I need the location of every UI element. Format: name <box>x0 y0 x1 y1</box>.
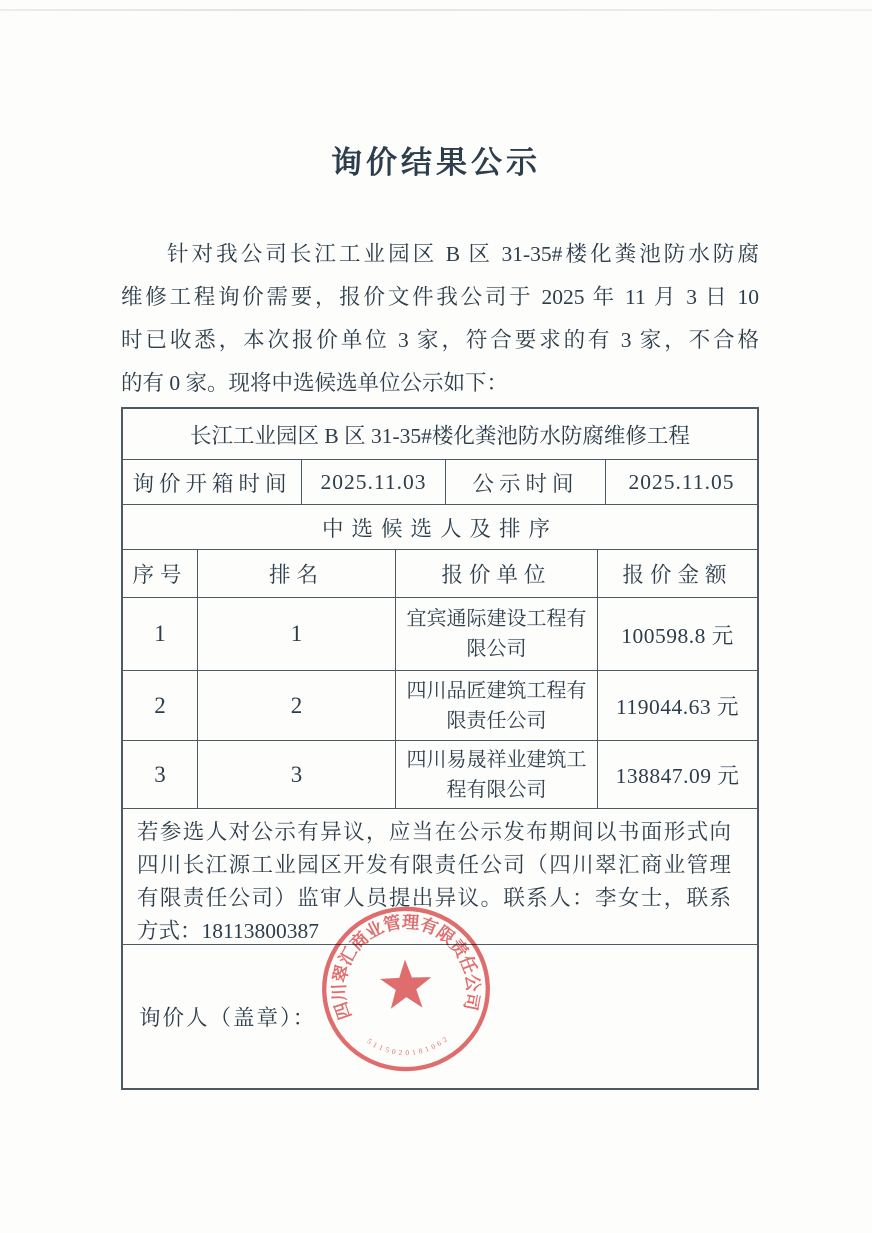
stamp-company-text: 四川翠汇商业管理有限责任公司 <box>328 911 484 1023</box>
row-rank: 2 <box>198 671 396 740</box>
intro-paragraph <box>121 233 759 405</box>
row-no: 3 <box>123 741 198 808</box>
column-header-amount: 报价金额 <box>622 563 733 587</box>
table-row-section <box>123 505 757 550</box>
open-time-label: 询价开箱时间 <box>123 460 302 504</box>
stamp-serial-text: 5115020181062 <box>365 1034 449 1058</box>
table-row-project <box>123 409 757 460</box>
open-time-value: 2025.11.03 <box>302 460 446 504</box>
column-header-company: 报价单位 <box>396 550 598 597</box>
row-company: 宜宾通际建设工程有限公司 <box>396 598 598 670</box>
row-rank: 1 <box>198 598 396 670</box>
signer-label: 询价人（盖章）： <box>139 1006 317 1030</box>
publish-time-label: 公示时间 <box>446 460 606 504</box>
intro-line: 的有 0 家。现将中选候选单位公示如下： <box>121 371 509 395</box>
project-title-cell: 长江工业园区 B 区 31-35#楼化粪池防水防腐维修工程 <box>190 423 690 448</box>
objection-note-line: 若参选人对公示有异议，应当在公示发布期间以书面形式向 <box>137 820 731 844</box>
column-header-rank: 排名 <box>198 550 396 597</box>
objection-note-line: 方式：18113800387 <box>137 919 319 943</box>
row-company: 四川品匠建筑工程有限责任公司 <box>396 671 598 740</box>
row-amount: 138847.09 元 <box>615 764 740 788</box>
intro-line: 针对我公司长江工业园区 B 区 31-35#楼化粪池防水防腐 <box>167 242 759 266</box>
result-table <box>121 407 759 1090</box>
row-rank: 3 <box>198 741 396 808</box>
objection-note-line: 有限责任公司）监审人员提出异议。联系人：李女士，联系 <box>137 886 731 910</box>
objection-note <box>123 809 757 944</box>
row-company: 四川易晟祥业建筑工程有限公司 <box>396 741 598 808</box>
scan-edge-artifact <box>0 9 872 11</box>
intro-line: 时已收悉，本次报价单位 3 家，符合要求的有 3 家，不合格 <box>121 328 759 352</box>
objection-note-line: 四川长江源工业园区开发有限责任公司（四川翠汇商业管理 <box>137 853 731 877</box>
table-row <box>123 598 757 671</box>
table-row-signature <box>123 945 757 1088</box>
row-amount: 100598.8 元 <box>621 623 734 648</box>
row-amount: 119044.63 元 <box>616 695 739 719</box>
table-row-times <box>123 460 757 505</box>
publish-time-value: 2025.11.05 <box>628 469 735 494</box>
page-title: 询价结果公示 <box>331 145 541 180</box>
row-no: 2 <box>123 671 198 740</box>
column-header-no: 序号 <box>123 550 198 597</box>
table-row-objection-note <box>123 809 757 945</box>
intro-line: 维修工程询价需要，报价文件我公司于 2025 年 11 月 3 日 10 <box>121 285 759 309</box>
table-row <box>123 741 757 809</box>
row-no: 1 <box>123 598 198 670</box>
table-row-headers <box>123 550 757 598</box>
section-title-cell: 中选候选人及排序 <box>321 516 558 541</box>
table-row <box>123 671 757 741</box>
